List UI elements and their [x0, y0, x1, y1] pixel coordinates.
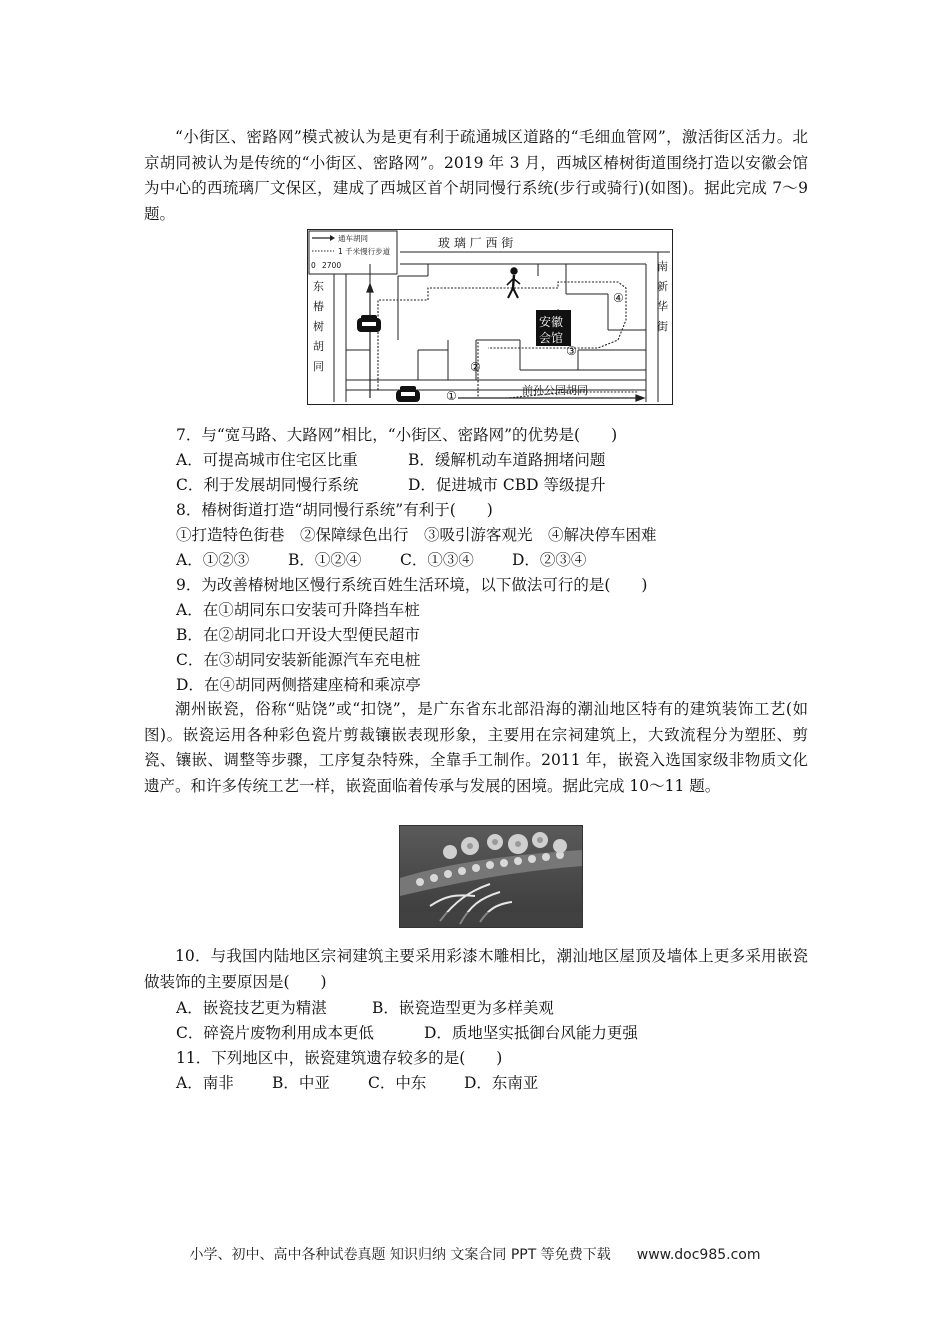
q7-options-row-2 [176, 474, 605, 496]
svg-text:南: 南 [657, 260, 668, 273]
legend-walk-label: 1 千米慢行步道 [338, 247, 391, 256]
q10-options-row-1 [176, 997, 554, 1019]
q10-options-row-2 [176, 1022, 638, 1044]
street-right-name [657, 260, 668, 333]
footer-site-link[interactable]: www.doc985.com [636, 1247, 761, 1263]
landmark-line-1: 安徽 [539, 315, 564, 329]
q8-stem: 8．椿树街道打造“胡同慢行系统”有利于( ) [176, 501, 493, 519]
svg-text:华: 华 [657, 300, 668, 313]
q10-option-a[interactable]: A．嵌瓷技艺更为精湛 [176, 999, 327, 1017]
street-top-name: 玻 璃 厂 西 街 [438, 236, 514, 250]
q9-stem: 9．为改善椿树地区慢行系统百姓生活环境，以下做法可行的是( ) [176, 576, 648, 594]
marker-3: ③ [566, 344, 577, 358]
legend-road-label: 通车胡同 [338, 234, 368, 243]
street-left-name [313, 280, 324, 373]
intro-passage-2: 潮州嵌瓷，俗称“贴饶”或“扣饶”，是广东省东北部沿海的潮汕地区特有的建筑装饰工艺(如图)。嵌瓷运用各种彩色瓷片剪裁镶嵌表现形象，主要用在宗祠建筑上，大致流程分为塑胚、剪瓷、镶嵌、调整等步骤，工序复杂特殊，全靠手工制作。2011 年，嵌瓷入选国家级非物质文化遗产。和许多传统工艺一样，嵌瓷面临着传承与发展的困境。据此完成 10～11 题。 [144, 700, 808, 795]
q8-option-d[interactable]: D．②③④ [512, 551, 587, 569]
page-footer [0, 1244, 950, 1264]
q11-option-d[interactable]: D．东南亚 [464, 1074, 539, 1092]
q9-option-d[interactable]: D．在④胡同两侧搭建座椅和乘凉亭 [176, 676, 421, 694]
svg-text:新: 新 [657, 280, 668, 293]
svg-text:同: 同 [313, 360, 324, 373]
q10-option-c[interactable]: C．碎瓷片废物利用成本更低 [176, 1024, 374, 1042]
q9-option-b[interactable]: B．在②胡同北口开设大型便民超市 [176, 626, 420, 644]
svg-text:椿: 椿 [313, 300, 324, 313]
car-icon [396, 386, 420, 402]
hutong-map [307, 229, 673, 405]
q9-option-a[interactable]: A．在①胡同东口安装可升降挡车桩 [176, 601, 420, 619]
scale-value: 2700 [322, 261, 342, 270]
marker-4: ④ [613, 291, 624, 305]
q10-option-b[interactable]: B．嵌瓷造型更为多样美观 [372, 999, 554, 1017]
scale-zero: 0 [311, 261, 316, 270]
footer-text: 小学、初中、高中各种试卷真题 知识归纳 文案合同 PPT 等免费下载 [189, 1247, 611, 1263]
q7-option-d[interactable]: D．促进城市 CBD 等级提升 [408, 476, 606, 494]
q8-option-c[interactable]: C．①③④ [400, 551, 474, 569]
pedestrian-icon [507, 268, 520, 298]
q7-stem: 7．与“宽马路、大路网”相比，“小街区、密路网”的优势是( ) [176, 426, 618, 444]
intro-passage-1: “小街区、密路网”模式被认为是更有利于疏通城区道路的“毛细血管网”，激活街区活力。北京胡同被认为是传统的“小街区、密路网”。2019 年 3 月，西城区椿树街道围绕打造以安徽会馆为中心的西琉璃厂文保区，建成了西城区首个胡同慢行系统(步行或骑行)(如图)。据此完成 7～9 题。 [144, 128, 808, 223]
svg-text:树: 树 [313, 320, 324, 333]
svg-text:胡: 胡 [313, 340, 324, 353]
street-bottom-name: 前孙公园胡同 [522, 384, 588, 397]
q8-option-b[interactable]: B．①②④ [288, 551, 362, 569]
marker-2: ② [470, 360, 481, 374]
inlay-porcelain-photo [399, 825, 583, 928]
landmark-line-2: 会馆 [539, 331, 564, 345]
q11-option-b[interactable]: B．中亚 [272, 1074, 330, 1092]
q7-option-b[interactable]: B．缓解机动车道路拥堵问题 [408, 451, 606, 469]
q7-option-a[interactable]: A．可提高城市住宅区比重 [176, 451, 358, 469]
svg-text:街: 街 [657, 320, 668, 333]
q11-option-c[interactable]: C．中东 [368, 1074, 427, 1092]
q11-stem: 11．下列地区中，嵌瓷建筑遗存较多的是( ) [176, 1049, 503, 1067]
q7-options-row-1 [176, 449, 605, 471]
marker-1: ① [446, 389, 457, 403]
q11-option-a[interactable]: A．南非 [176, 1074, 234, 1092]
q11-options-row [176, 1072, 538, 1094]
q10-stem: 10．与我国内陆地区宗祠建筑主要采用彩漆木雕相比，潮汕地区屋顶及墙体上更多采用嵌瓷做装饰的主要原因是( ) [144, 947, 808, 991]
q8-options-row [176, 549, 586, 571]
svg-text:东: 东 [313, 280, 324, 293]
q8-items: ①打造特色街巷 ②保障绿色出行 ③吸引游客观光 ④解决停车困难 [176, 526, 657, 544]
car-icon [357, 315, 381, 332]
q7-option-c[interactable]: C．利于发展胡同慢行系统 [176, 476, 359, 494]
q10-option-d[interactable]: D．质地坚实抵御台风能力更强 [424, 1024, 638, 1042]
q9-option-c[interactable]: C．在③胡同安装新能源汽车充电桩 [176, 651, 421, 669]
q8-option-a[interactable]: A．①②③ [176, 551, 250, 569]
